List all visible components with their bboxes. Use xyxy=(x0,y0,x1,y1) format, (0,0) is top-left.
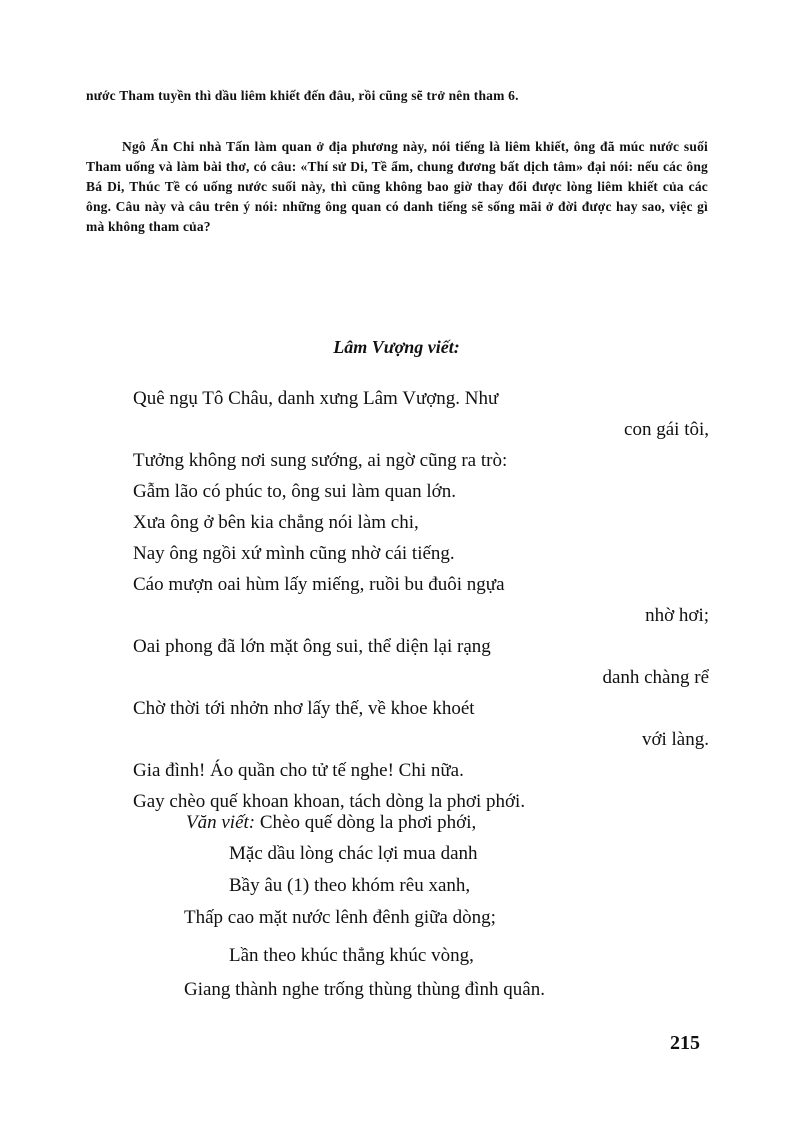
van-line-4: Thấp cao mặt nước lênh đênh giữa dòng; xyxy=(184,907,496,928)
van-line-6: Giang thành nghe trống thùng thùng đình quân. xyxy=(184,979,545,1000)
verse-line-cont: nhờ hơi; xyxy=(645,605,709,626)
van-label: Văn viết: xyxy=(186,812,256,833)
verse-line: Nay ông ngồi xứ mình cũng nhờ cái tiếng. xyxy=(133,543,455,564)
verse-line-cont: con gái tôi, xyxy=(624,419,709,440)
verse-9 xyxy=(133,755,709,786)
verse-line: Tưởng không nơi sung sướng, ai ngờ cũng ra trò: xyxy=(133,450,508,471)
verse-line: Quê ngụ Tô Châu, danh xưng Lâm Vượng. Như xyxy=(133,388,499,409)
verse-line: Gia đình! Áo quần cho tử tế nghe! Chi nữa. xyxy=(133,760,464,781)
verse-line: Xưa ông ở bên kia chẳng nói làm chi, xyxy=(133,512,419,533)
verse-2 xyxy=(133,445,709,476)
verse-3 xyxy=(133,476,709,507)
van-line-2: Mặc dầu lòng chác lợi mua danh xyxy=(229,843,478,864)
verse-4 xyxy=(133,507,709,538)
van-line-5: Lần theo khúc thẳng khúc vòng, xyxy=(229,945,474,966)
intro-paragraph-1: nước Tham tuyền thì dầu liêm khiết đến đâu, rồi cũng sẽ trở nên tham 6. xyxy=(86,88,519,103)
section-heading: Lâm Vượng viết: xyxy=(333,337,460,357)
intro-paragraph-2: Ngô Ẩn Chi nhà Tấn làm quan ở địa phương này, nói tiếng là liêm khiết, ông đã múc nước suối Tham uống và làm bài thơ, có câu: «Thí sử Di, Tề ẩm, chung đương bất dịch tâm» đại nói: nếu các ông Bá Di, Thúc Tề có uống nước suối này, thì cũng không bao giờ thay đổi được lòng liêm khiết của các ông. Câu này và câu trên ý nói: những ông quan có danh tiếng sẽ sống mãi ở đời được hay sao, việc gì mà không tham của? xyxy=(86,139,708,234)
verse-line-cont: với làng. xyxy=(641,729,709,750)
verse-line: Gẫm lão có phúc to, ông sui làm quan lớn. xyxy=(133,481,456,502)
verse-6 xyxy=(133,569,709,631)
verse-line: Cáo mượn oai hùm lấy miếng, ruồi bu đuôi ngựa xyxy=(133,574,505,595)
verse-line-cont: danh chàng rể xyxy=(602,667,709,688)
van-text: Chèo quế dòng la phơi phới, xyxy=(259,812,477,833)
verse-line: Chờ thời tới nhởn nhơ lấy thế, về khoe khoét xyxy=(133,698,475,719)
verse-line: Oai phong đã lớn mặt ông sui, thể diện lại rạng xyxy=(133,636,491,657)
poem-block xyxy=(133,383,709,817)
verse-5 xyxy=(133,538,709,569)
verse-7 xyxy=(133,631,709,693)
verse-1 xyxy=(133,383,709,445)
verse-8 xyxy=(133,693,709,755)
van-line-3: Bầy âu (1) theo khóm rêu xanh, xyxy=(229,875,471,896)
van-line-1 xyxy=(186,807,786,838)
page-number: 215 xyxy=(670,1032,700,1054)
verse-line: Gay chèo quế khoan khoan, tách dòng la phơi phới. xyxy=(133,791,526,812)
